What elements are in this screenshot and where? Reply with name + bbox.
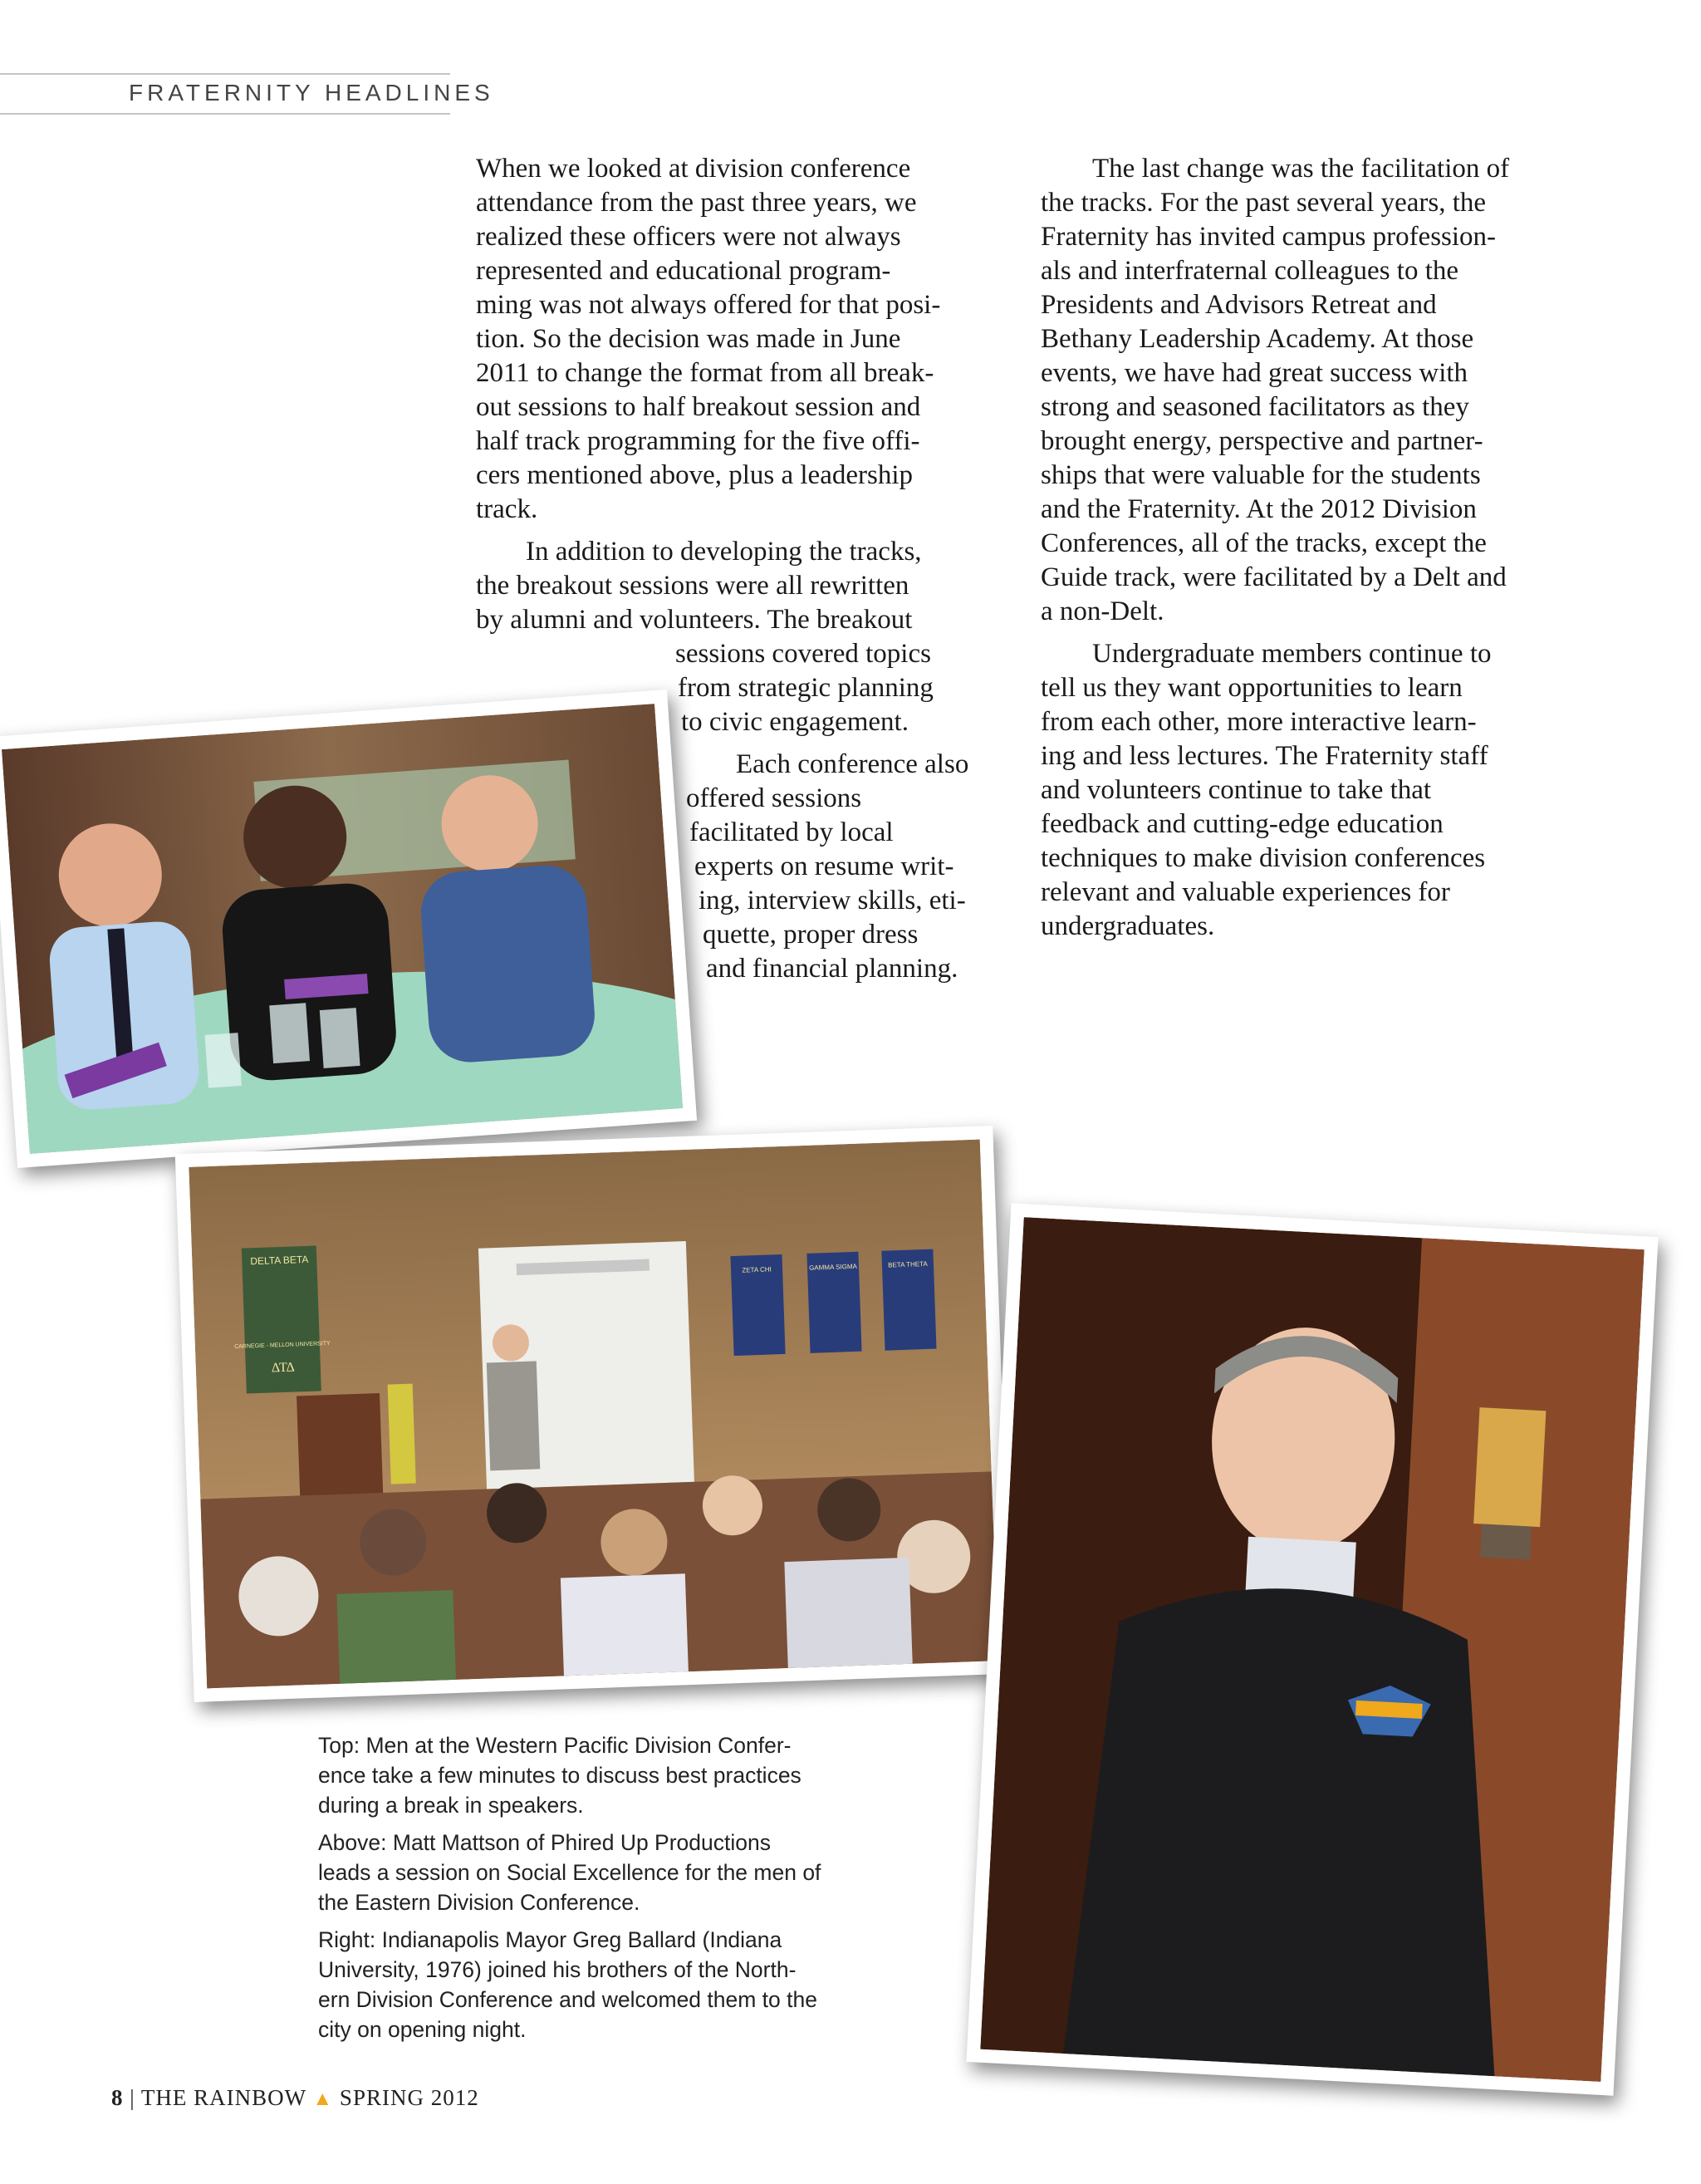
paragraph — [1041, 637, 1589, 944]
text-line: from each other, more interactive learn- — [1041, 707, 1477, 737]
photo-western-pacific-image — [2, 704, 683, 1154]
banner-delta-beta-letters: ΔΤΔ — [271, 1360, 296, 1376]
text-line: attendance from the past three years, we — [476, 188, 917, 218]
text-line: In addition to developing the tracks, — [526, 537, 922, 567]
text-line: by alumni and volunteers. The breakout — [476, 605, 913, 635]
text-line: Undergraduate members continue to — [1092, 639, 1492, 669]
photo-western-pacific-men — [0, 690, 697, 1168]
text-line: 2011 to change the format from all break- — [476, 358, 934, 388]
photo-eastern-division-image — [189, 1140, 998, 1689]
text-line: ence take a few minutes to discuss best practices — [318, 1763, 801, 1788]
text-line: and financial planning. — [706, 954, 958, 984]
text-line: Bethany Leadership Academy. At those — [1041, 324, 1474, 354]
text-line: out sessions to half breakout session and — [476, 392, 921, 422]
footer-separator: | — [130, 2085, 135, 2110]
text-line: ing, interview skills, eti- — [699, 886, 966, 915]
text-line: ships that were valuable for the students — [1041, 460, 1481, 490]
text-line: Above: Matt Mattson of Phired Up Productions — [318, 1830, 771, 1855]
text-line: city on opening night. — [318, 2017, 527, 2042]
text-line: experts on resume writ- — [694, 852, 954, 881]
section-header: FRATERNITY HEADLINES — [129, 80, 494, 106]
text-line: relevant and valuable experiences for — [1041, 877, 1450, 907]
text-line: the tracks. For the past several years, the — [1041, 188, 1487, 218]
text-line: undergraduates. — [1041, 911, 1215, 941]
caption-right — [318, 1925, 900, 2044]
text-line: Each conference also — [736, 749, 969, 779]
paragraph — [1041, 152, 1589, 629]
text-line: half track programming for the five offi- — [476, 426, 920, 456]
text-line: Guide track, were facilitated by a Delt and — [1041, 562, 1507, 592]
text-line: ing and less lectures. The Fraternity staff — [1041, 741, 1488, 771]
text-line: brought energy, perspective and partner- — [1041, 426, 1483, 456]
photo-eastern-division-session — [175, 1126, 1012, 1702]
text-line: The last change was the facilitation of — [1092, 154, 1510, 184]
caption-above — [318, 1828, 900, 1917]
text-line: Fraternity has invited campus profession- — [1041, 222, 1497, 252]
header-rule-bottom — [0, 113, 450, 115]
text-line: tell us they want opportunities to learn — [1041, 673, 1463, 703]
text-line: Presidents and Advisors Retreat and — [1041, 290, 1437, 320]
text-line: feedback and cutting-edge education — [1041, 809, 1444, 839]
text-line: Top: Men at the Western Pacific Division Confer- — [318, 1733, 792, 1758]
text-line: the breakout sessions were all rewritten — [476, 571, 909, 601]
text-line: the Eastern Division Conference. — [318, 1890, 640, 1915]
text-line: a non-Delt. — [1041, 596, 1164, 626]
article-column-2 — [1041, 152, 1589, 952]
text-line: leads a session on Social Excellence for the men of — [318, 1860, 821, 1885]
text-line: quette, proper dress — [703, 920, 919, 950]
text-line: cers mentioned above, plus a leadership — [476, 460, 913, 490]
text-line: als and interfraternal colleagues to the — [1041, 256, 1459, 286]
text-line: from strategic planning — [678, 673, 934, 703]
text-line: sessions covered topics — [675, 639, 931, 669]
text-line: Right: Indianapolis Mayor Greg Ballard (Indiana — [318, 1927, 782, 1952]
text-line: ming was not always offered for that posi- — [476, 290, 941, 320]
photo-mayor-image — [980, 1217, 1644, 2082]
text-line: Conferences, all of the tracks, except the — [1041, 528, 1487, 558]
triangle-icon: ▲ — [312, 2088, 334, 2110]
page-number: 8 — [111, 2085, 124, 2110]
text-line: tion. So the decision was made in June — [476, 324, 901, 354]
text-line: techniques to make division conferences — [1041, 843, 1486, 873]
text-line: during a break in speakers. — [318, 1793, 584, 1818]
text-line: strong and seasoned facilitators as they — [1041, 392, 1469, 422]
text-line: offered sessions — [686, 783, 862, 813]
banner-delta-beta-school: CARNEGIE - MELLON UNIVERSITY — [234, 1341, 331, 1351]
photo-mayor-greg-ballard — [966, 1203, 1658, 2095]
text-line: track. — [476, 494, 538, 524]
text-line: and volunteers continue to take that — [1041, 775, 1432, 805]
publication-name: THE RAINBOW — [140, 2085, 306, 2110]
banner-delta-beta: DELTA BETA — [250, 1253, 309, 1268]
banner-zeta-chi: ZETA CHI — [742, 1265, 772, 1274]
text-line: When we looked at division conference — [476, 154, 911, 184]
header-rule-top — [0, 73, 450, 75]
page-footer — [111, 2085, 479, 2111]
text-line: facilitated by local — [689, 817, 894, 847]
text-line: ern Division Conference and welcomed them to the — [318, 1987, 817, 2012]
text-line: to civic engagement. — [681, 707, 909, 737]
banner-beta-theta: BETA THETA — [888, 1259, 928, 1269]
photo-captions — [318, 1730, 900, 2052]
text-line: realized these officers were not always — [476, 222, 901, 252]
banner-gamma-sigma: GAMMA SIGMA — [808, 1262, 858, 1272]
text-line: and the Fraternity. At the 2012 Division — [1041, 494, 1477, 524]
text-line: events, we have had great success with — [1041, 358, 1468, 388]
paragraph — [476, 152, 1007, 527]
caption-top — [318, 1730, 900, 1820]
text-line: represented and educational program- — [476, 256, 891, 286]
text-line: University, 1976) joined his brothers of the North- — [318, 1957, 797, 1982]
issue-date: SPRING 2012 — [339, 2085, 479, 2110]
